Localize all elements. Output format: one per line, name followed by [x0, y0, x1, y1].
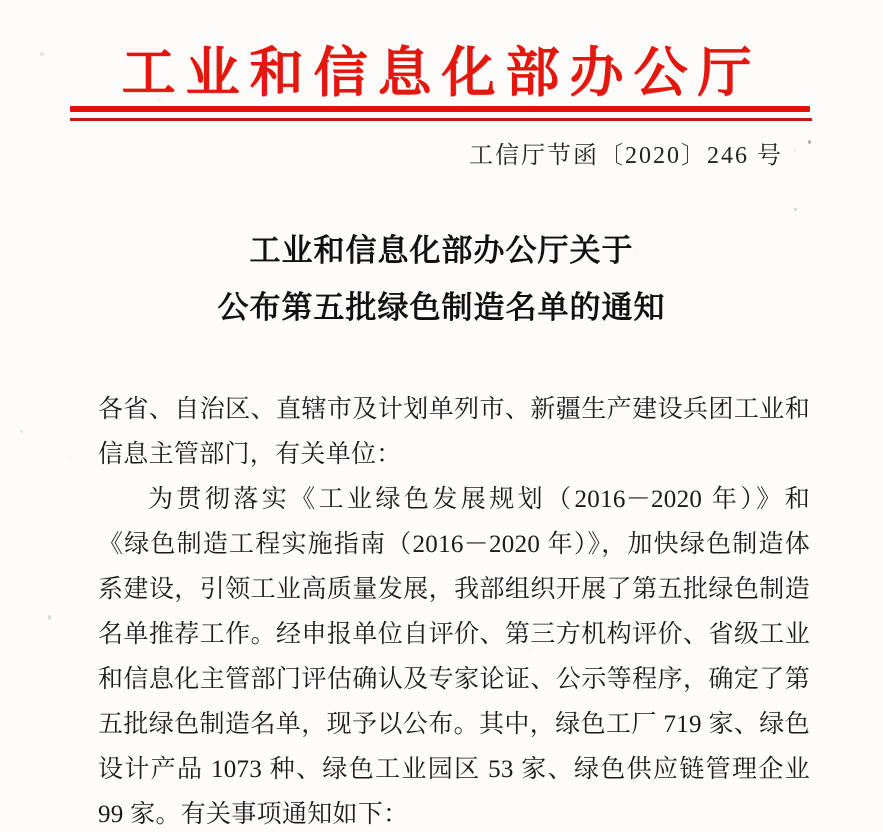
body-line-salutation-1: 各省、自治区、直辖市及计划单列市、新疆生产建设兵团工业和	[98, 396, 810, 423]
notice-title-line1: 工业和信息化部办公厅关于	[249, 233, 634, 268]
scan-speck	[808, 140, 811, 144]
document-number: 工信厅节函〔2020〕246 号	[469, 143, 783, 169]
body-line-5: 和信息化主管部门评估确认及专家论证、公示等程序，确定了第	[98, 666, 810, 693]
body-line-2: 《绿色制造工程实施指南（2016－2020 年）》，加快绿色制造体	[98, 531, 810, 558]
body-line-4: 名单推荐工作。经申报单位自评价、第三方机构评价、省级工业	[98, 621, 810, 648]
notice-title	[0, 222, 883, 336]
letterhead-rule-thick	[70, 106, 810, 112]
body-line-6: 五批绿色制造名单，现予以公布。其中，绿色工厂 719 家、绿色	[98, 711, 810, 738]
body-line-3: 系建设，引领工业高质量发展，我部组织开展了第五批绿色制造	[98, 576, 810, 603]
agency-name: 工业和信息化部办公厅	[121, 43, 762, 103]
document-body	[98, 387, 810, 832]
scan-speck	[48, 615, 51, 620]
body-line-8: 99 家。有关事项通知如下：	[98, 801, 409, 828]
notice-title-line2: 公布第五批绿色制造名单的通知	[217, 290, 666, 325]
body-line-salutation-2: 信息主管部门，有关单位：	[98, 441, 402, 468]
body-line-7: 设计产品 1073 种、绿色工业园区 53 家、绿色供应链管理企业	[98, 756, 810, 783]
scan-speck	[20, 430, 23, 433]
scan-speck	[794, 208, 797, 211]
letterhead-rule-thin	[70, 118, 812, 121]
body-line-1: 为贯彻落实《工业绿色发展规划（2016－2020 年）》和	[148, 486, 810, 513]
